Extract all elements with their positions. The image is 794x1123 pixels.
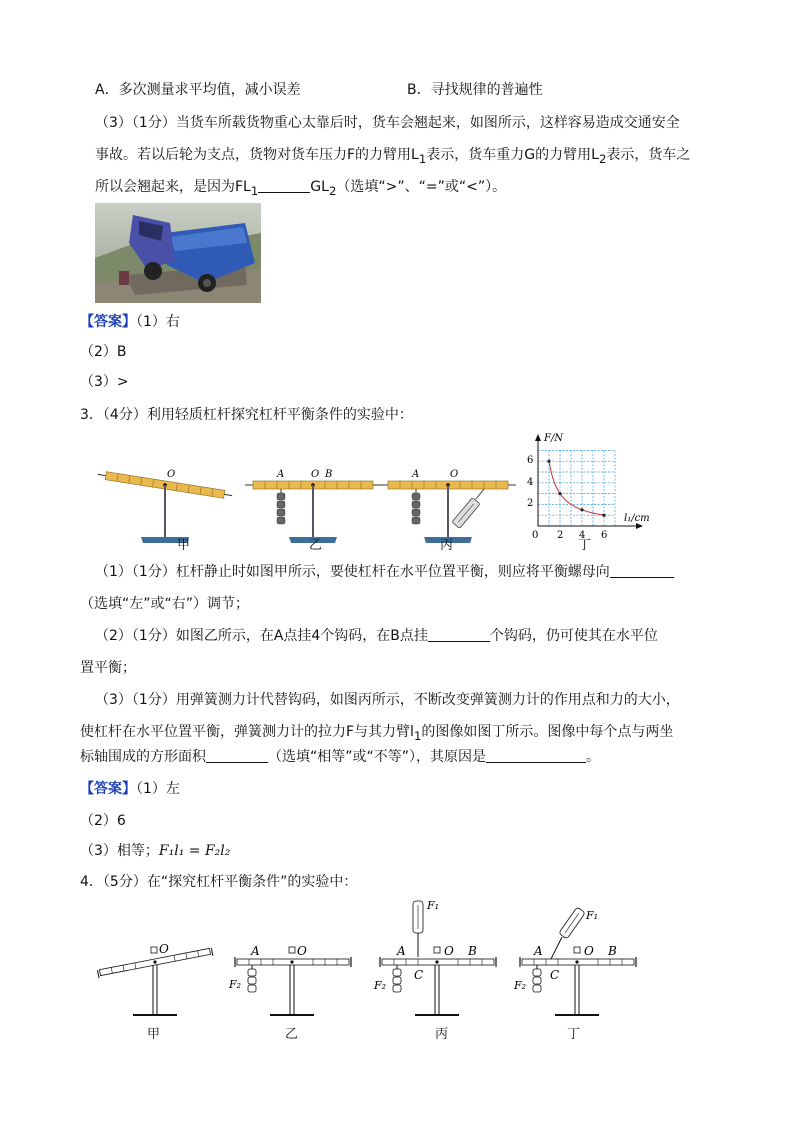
answer-blank — [258, 177, 310, 193]
q4-caption-ding: 丁 — [567, 1027, 581, 1042]
truck-photo — [95, 203, 261, 303]
q3-answer-3: （3）相等；F₁l₁ = F₂l₂ — [80, 843, 231, 859]
q3-part3-line2: 使杠杆在水平位置平衡，弹簧测力计的拉力F与其力臂$l_1$的图像如图丁所示。图像中每个点与两坐 — [80, 724, 674, 743]
svg-text:O: O — [450, 469, 459, 480]
q3-title: 3．（4分）利用轻质杠杆探究杠杆平衡条件的实验中： — [80, 407, 413, 423]
svg-text:A: A — [397, 944, 406, 958]
y-tick-2: 2 — [527, 498, 534, 509]
option-b: B．寻找规律的普遍性 — [407, 82, 543, 98]
x-tick-2: 2 — [557, 530, 564, 541]
q3-part1-line2: （选填“左”或“右”）调节； — [80, 596, 250, 612]
y-tick-6: 6 — [527, 455, 534, 466]
q4-figure-ding — [510, 893, 645, 1025]
svg-text:C: C — [414, 968, 424, 982]
svg-text:O: O — [297, 944, 307, 958]
q2-answer-1: 【答案】（1）右 — [80, 314, 180, 330]
svg-text:F₂: F₂ — [229, 978, 242, 991]
q4-caption-bing: 丙 — [435, 1027, 449, 1042]
svg-text:F₁: F₁ — [586, 909, 599, 922]
caption-ding: 丁 — [578, 538, 592, 553]
svg-text:F₁: F₁ — [427, 899, 440, 912]
q2-part3-line1: （3）（1分）当货车所载货物重心太靠后时，货车会翘起来，如图所示，这样容易造成交通安全 — [95, 115, 680, 131]
svg-text:O: O — [444, 944, 454, 958]
option-a: A．多次测量求平均值，减小误差 — [95, 82, 301, 98]
caption-jia: 甲 — [177, 538, 191, 553]
q3-part2-line1: （2）（1分）如图乙所示，在A点挂4个钩码，在B点挂 个钩码，仍可使其在水平位 — [95, 628, 658, 644]
q3-figure-jia — [95, 455, 235, 550]
svg-text:C: C — [550, 968, 560, 982]
svg-text:O: O — [159, 942, 169, 956]
svg-text:A: A — [251, 944, 260, 958]
data-point — [547, 460, 550, 463]
q2-answer-2: （2）B — [80, 344, 127, 360]
y-tick-4: 4 — [527, 477, 534, 488]
q4-title: 4．（5分）在“探究杠杆平衡条件”的实验中： — [80, 874, 358, 890]
q3-answer-1: 【答案】（1）左 — [80, 781, 180, 797]
svg-text:F₂: F₂ — [374, 979, 387, 992]
q4-figure-jia — [95, 925, 225, 1025]
q3-part3-line3: 标轴围成的方形面积 （选填“相等”或“不等”），其原因是 。 — [80, 749, 601, 765]
q3-part2-line2: 置平衡； — [80, 660, 136, 676]
graph-x-label: l₁/cm — [624, 513, 650, 524]
q2-part3-line2: 事故。若以后轮为支点，货物对货车压力F的力臂用$L_1$表示，货车重力G的力臂用$L_2$表示，货车之 — [95, 147, 691, 166]
graph-points — [547, 460, 605, 517]
svg-text:B: B — [468, 944, 477, 958]
q4-figure-yi — [225, 925, 360, 1025]
svg-text:B: B — [325, 469, 333, 480]
svg-text:F₂: F₂ — [514, 979, 527, 992]
data-point — [558, 492, 561, 495]
data-point — [602, 514, 605, 517]
answer-formula: F₁l₁ = F₂l₂ — [158, 843, 231, 859]
data-point — [580, 508, 583, 511]
q3-part3-line1: （3）（1分）用弹簧测力计代替钩码，如图丙所示，不断改变弹簧测力计的作用点和力的大小， — [95, 692, 680, 708]
svg-text:A: A — [412, 469, 420, 480]
x-tick-0: 0 — [532, 530, 539, 541]
label-o: O — [167, 469, 176, 480]
svg-text:B: B — [608, 944, 617, 958]
q4-caption-jia: 甲 — [147, 1027, 161, 1042]
q2-answer-3: （3）> — [80, 374, 129, 390]
q2-part3-line3: 所以会翘起来，是因为$FL_1$ $GL_2$（选填“>”、“=”或“<”）。 — [95, 179, 507, 198]
svg-text:A: A — [534, 944, 543, 958]
q4-figure-bing — [370, 893, 505, 1025]
svg-text:O: O — [311, 469, 320, 480]
q4-caption-yi: 乙 — [285, 1027, 299, 1042]
svg-text:A: A — [277, 469, 285, 480]
caption-yi: 乙 — [309, 538, 323, 553]
answer-blank — [428, 626, 490, 642]
q3-part1-line1: （1）（1分）杠杆静止时如图甲所示，要使杠杆在水平位置平衡，则应将平衡螺母向 — [95, 562, 674, 582]
graph-y-label: F/N — [544, 433, 564, 444]
graph-curve — [549, 461, 604, 515]
caption-bing: 丙 — [440, 538, 454, 553]
answer-blank — [610, 562, 674, 578]
svg-text:O: O — [584, 944, 594, 958]
answer-blank — [486, 747, 586, 763]
x-tick-4: 4 — [579, 530, 586, 541]
q3-answer-2: （2）6 — [80, 813, 126, 829]
answer-blank — [206, 747, 268, 763]
x-tick-6: 6 — [601, 530, 608, 541]
q3-graph-ding — [518, 425, 658, 545]
